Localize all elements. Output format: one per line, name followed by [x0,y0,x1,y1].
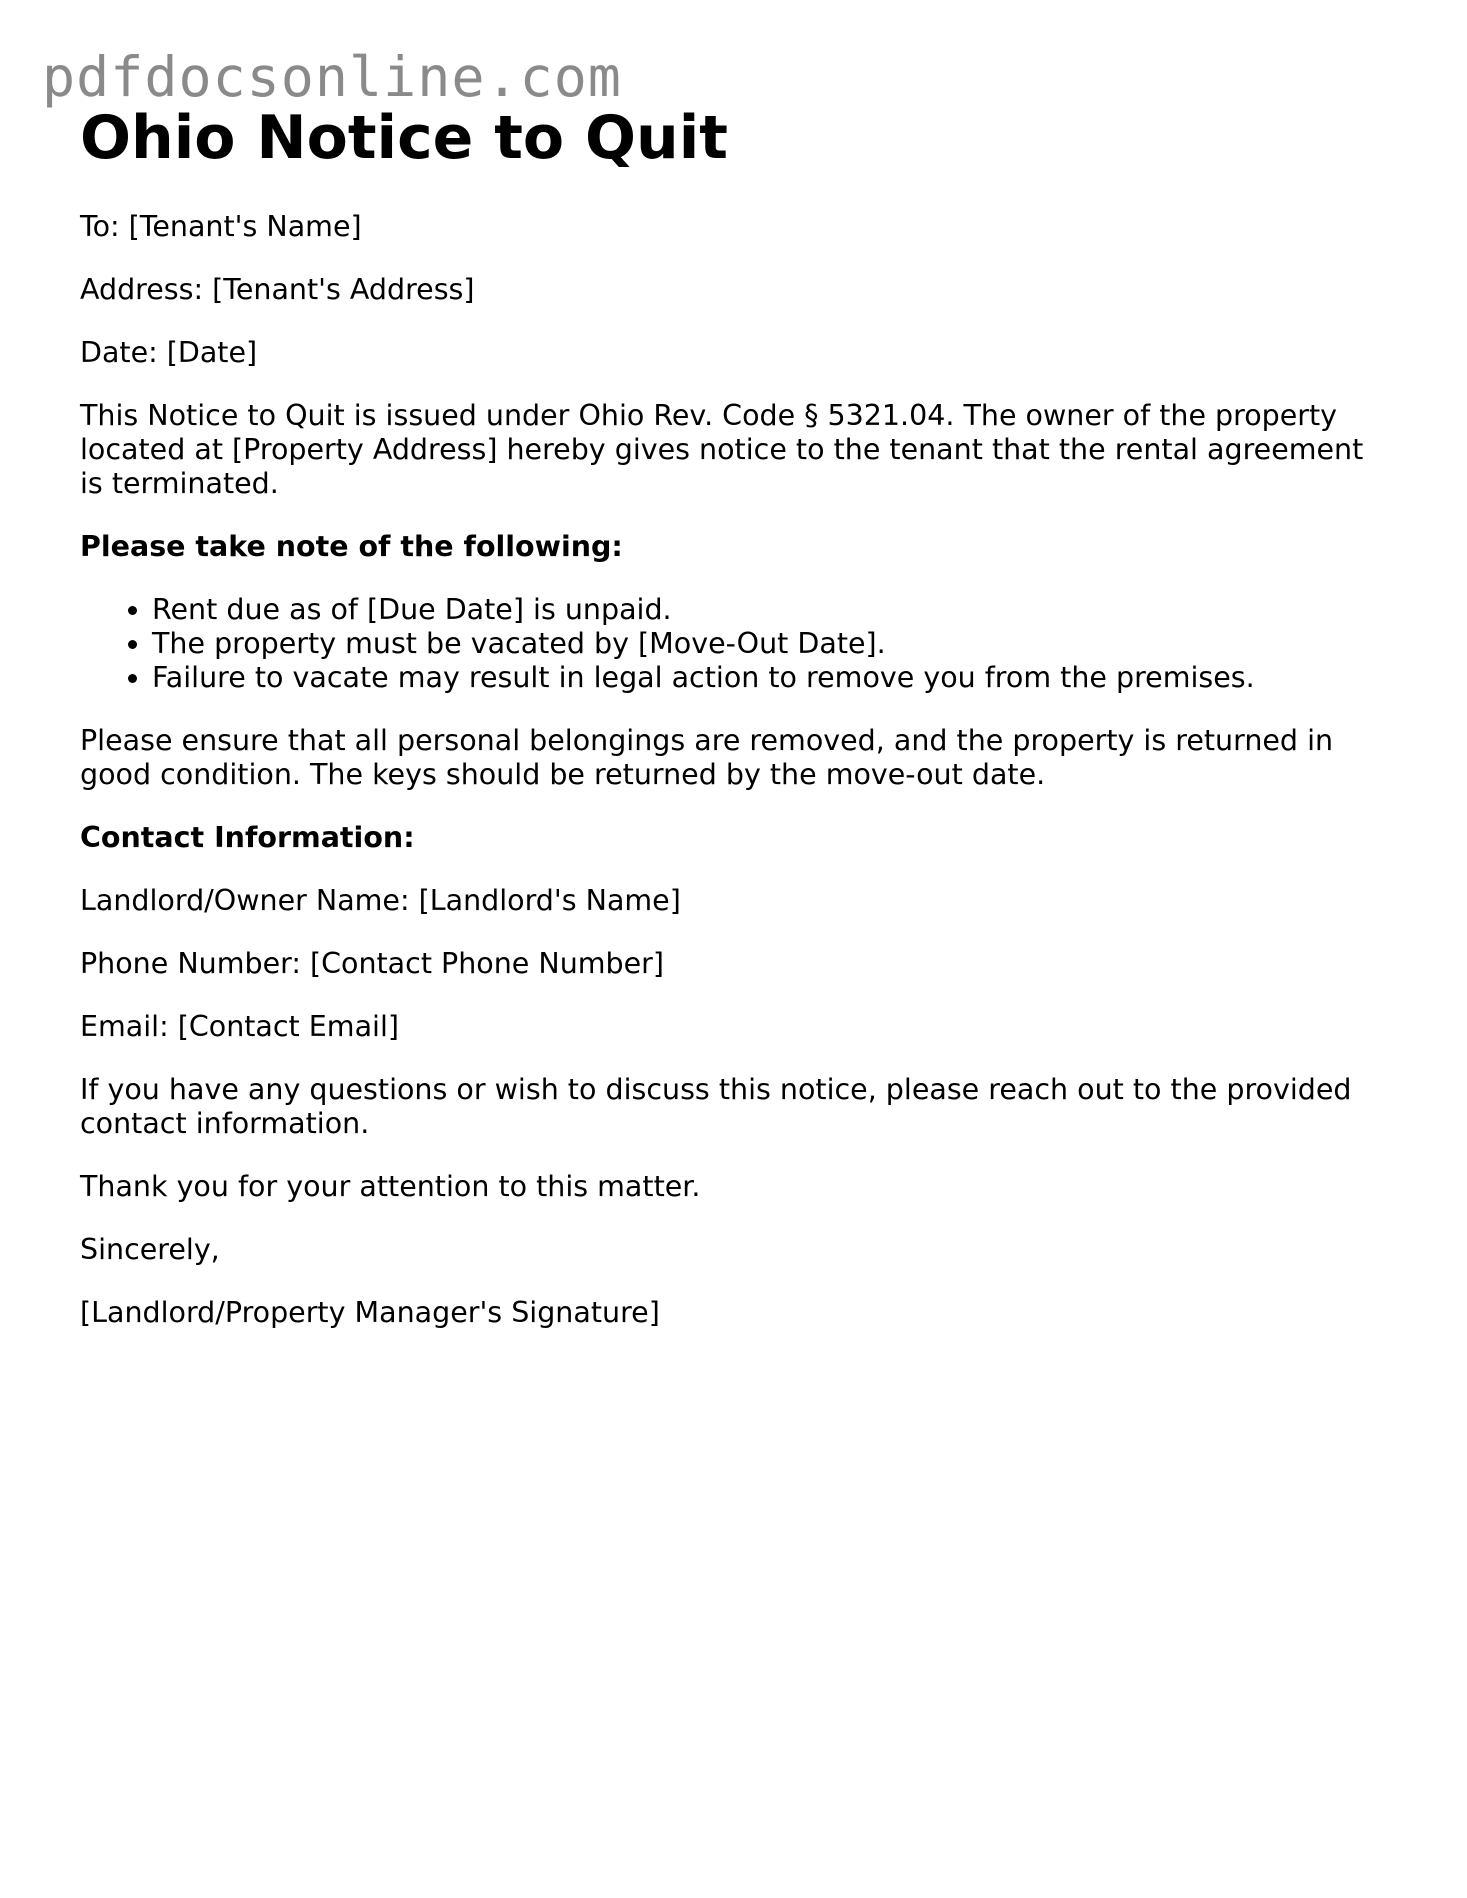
intro-paragraph: This Notice to Quit is issued under Ohio Rev. Code § 5321.04. The owner of the property located at [Property Address] hereby gives notice to the tenant that the rental agreement is terminated. [80,399,1364,500]
thanks-paragraph: Thank you for your attention to this matter. [80,1170,701,1203]
to-field: To: [Tenant's Name] [80,210,362,243]
notes-heading: Please take note of the following: [80,530,623,563]
watermark: pdfdocsonline.com [42,45,622,109]
document-body [80,210,1390,1359]
page-title: Ohio Notice to Quit [80,103,728,173]
list-item: • Rent due as of [Due Date] is unpaid. [152,593,1390,627]
signature-line: [Landlord/Property Manager's Signature] [80,1296,660,1329]
landlord-name-field: Landlord/Owner Name: [Landlord's Name] [80,884,681,917]
phone-field: Phone Number: [Contact Phone Number] [80,947,664,980]
email-field: Email: [Contact Email] [80,1010,399,1043]
closing: Sincerely, [80,1233,220,1266]
address-field: Address: [Tenant's Address] [80,273,475,306]
notes-list [80,593,1390,695]
contact-heading: Contact Information: [80,821,415,854]
list-item: • The property must be vacated by [Move-Out Date]. [152,627,1390,661]
list-item: • Failure to vacate may result in legal action to remove you from the premises. [152,661,1390,695]
belongings-paragraph: Please ensure that all personal belongings are removed, and the property is returned in good condition. The keys should be returned by the move-out date. [80,724,1334,791]
date-field: Date: [Date] [80,336,258,369]
questions-paragraph: If you have any questions or wish to discuss this notice, please reach out to the provided contact information. [80,1073,1352,1140]
